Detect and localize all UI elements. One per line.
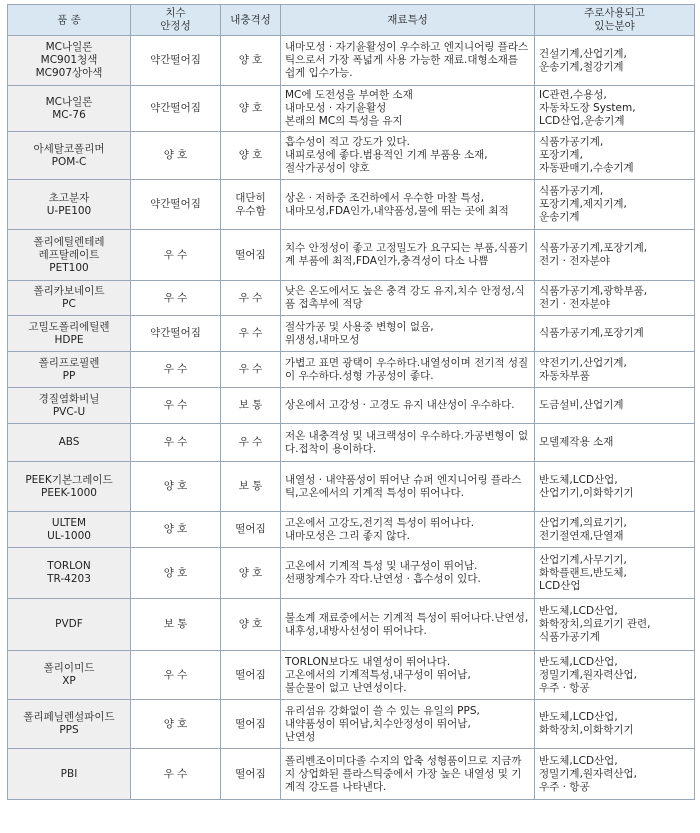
table-row — [8, 388, 695, 424]
stability-cell: 약간떨어짐 — [131, 36, 221, 86]
usage-cell: 반도체,LCD산업, 화학장치,이화학기기 — [535, 700, 695, 749]
impact-cell: 보 통 — [221, 388, 281, 424]
impact-cell: 우 수 — [221, 316, 281, 352]
material-name-cell: ULTEM UL-1000 — [8, 512, 131, 548]
usage-cell: 도금설비,산업기계 — [535, 388, 695, 424]
features-cell: 치수 안정성이 좋고 고정밀도가 요구되는 부품,식품기계 부품에 최적,FDA인가,충격성이 다소 나쁨 — [281, 230, 535, 281]
impact-cell: 우 수 — [221, 424, 281, 462]
table-row — [8, 180, 695, 230]
impact-cell: 양 호 — [221, 86, 281, 132]
header-impact: 내충격성 — [221, 5, 281, 36]
features-cell: 흡수성이 적고 강도가 있다. 내피로성에 좋다.범용적인 기계 부품용 소재, 절삭가공성이 양호 — [281, 132, 535, 180]
table-row — [8, 462, 695, 512]
table-row — [8, 749, 695, 800]
header-name: 품 종 — [8, 5, 131, 36]
stability-cell: 약간떨어짐 — [131, 180, 221, 230]
stability-cell: 우 수 — [131, 388, 221, 424]
stability-cell: 약간떨어짐 — [131, 316, 221, 352]
stability-cell: 약간떨어짐 — [131, 86, 221, 132]
stability-cell: 양 호 — [131, 462, 221, 512]
usage-cell: 약전기기,산업기계, 자동차부품 — [535, 352, 695, 388]
material-name-cell: MC나일론 MC901청색 MC907상아색 — [8, 36, 131, 86]
header-row — [8, 5, 695, 36]
features-cell: 상온 · 저하중 조건하에서 우수한 마찰 특성, 내마모성,FDA인가,내약품성,물에 뛰는 곳에 최적 — [281, 180, 535, 230]
usage-cell: 반도체,LCD산업, 정밀기계,원자력산업, 우주 · 항공 — [535, 749, 695, 800]
material-name-cell: PEEK기본그레이드 PEEK-1000 — [8, 462, 131, 512]
usage-cell: 모델제작용 소재 — [535, 424, 695, 462]
table-row — [8, 424, 695, 462]
usage-cell: 건설기계,산업기계, 운송기계,철강기계 — [535, 36, 695, 86]
material-name-cell: 폴리페닐렌설파이드 PPS — [8, 700, 131, 749]
table-row — [8, 230, 695, 281]
stability-cell: 양 호 — [131, 512, 221, 548]
usage-cell: 식품가공기계,포장기계 — [535, 316, 695, 352]
table-row — [8, 700, 695, 749]
impact-cell: 양 호 — [221, 548, 281, 599]
impact-cell: 우 수 — [221, 352, 281, 388]
usage-cell: 식품가공기계, 포장기계, 자동판매기,수송기계 — [535, 132, 695, 180]
table-row — [8, 599, 695, 651]
impact-cell: 양 호 — [221, 36, 281, 86]
usage-cell: IC관련,수용성, 자동차도장 System, LCD산업,운송기계 — [535, 86, 695, 132]
usage-cell: 반도체,LCD산업, 화학장치,의료기기 관련, 식품가공기계 — [535, 599, 695, 651]
material-name-cell: 고밀도폴리에틸렌 HDPE — [8, 316, 131, 352]
stability-cell: 우 수 — [131, 651, 221, 700]
material-name-cell: ABS — [8, 424, 131, 462]
features-cell: 고온에서 기계적 특성 및 내구성이 뛰어남. 선팽창계수가 작다.난연성 · 흡수성이 있다. — [281, 548, 535, 599]
features-cell: 유리섬유 강화없이 쓸 수 있는 유일의 PPS, 내약품성이 뛰어남,치수안정성이 뛰어남, 난연성 — [281, 700, 535, 749]
table-row — [8, 651, 695, 700]
usage-cell: 반도체,LCD산업, 산업기기,이화학기기 — [535, 462, 695, 512]
material-name-cell: MC나일론 MC-76 — [8, 86, 131, 132]
table-row — [8, 86, 695, 132]
impact-cell: 보 통 — [221, 462, 281, 512]
stability-cell: 양 호 — [131, 548, 221, 599]
impact-cell: 떨어짐 — [221, 230, 281, 281]
impact-cell: 떨어짐 — [221, 512, 281, 548]
stability-cell: 우 수 — [131, 230, 221, 281]
material-name-cell: 경질염화비닐 PVC-U — [8, 388, 131, 424]
material-name-cell: 폴리에틸렌테레 레프탈레이트 PET100 — [8, 230, 131, 281]
material-name-cell: PVDF — [8, 599, 131, 651]
table-row — [8, 132, 695, 180]
usage-cell: 식품가공기계, 포장기계,제지기계, 운송기계 — [535, 180, 695, 230]
stability-cell: 우 수 — [131, 281, 221, 316]
stability-cell: 우 수 — [131, 424, 221, 462]
material-name-cell: 폴리카보네이트 PC — [8, 281, 131, 316]
stability-cell: 우 수 — [131, 749, 221, 800]
table-row — [8, 281, 695, 316]
features-cell: 고온에서 고강도,전기적 특성이 뛰어나다. 내마모성은 그리 좋지 않다. — [281, 512, 535, 548]
table-row — [8, 512, 695, 548]
material-name-cell: 폴리프로필렌 PP — [8, 352, 131, 388]
features-cell: MC에 도전성을 부여한 소재 내마모성 · 자기윤활성 본래의 MC의 특성을 유지 — [281, 86, 535, 132]
features-cell: 상온에서 고강성 · 고경도 유지 내산성이 우수하다. — [281, 388, 535, 424]
table-row — [8, 316, 695, 352]
features-cell: 폴리벤조이미다졸 수지의 압축 성형품이므로 지금까지 상업화된 플라스틱중에서 가장 높은 내열성 및 기계적 강도를 나타낸다. — [281, 749, 535, 800]
features-cell: 내마모성 · 자기윤활성이 우수하고 엔지니어링 플라스틱으로서 가장 폭넓게 사용 가능한 재료.대형소재를 쉽게 입수가능. — [281, 36, 535, 86]
usage-cell: 식품가공기계,광학부품, 전기 · 전자분야 — [535, 281, 695, 316]
features-cell: 낮은 온도에서도 높은 충격 강도 유지,치수 안정성,식품 접촉부에 적당 — [281, 281, 535, 316]
stability-cell: 우 수 — [131, 352, 221, 388]
material-name-cell: TORLON TR-4203 — [8, 548, 131, 599]
materials-table — [7, 4, 695, 800]
stability-cell: 양 호 — [131, 700, 221, 749]
features-cell: 가볍고 표면 광택이 우수하다.내열성이며 전기적 성질이 우수하다.성형 가공성이 좋다. — [281, 352, 535, 388]
impact-cell: 우 수 — [221, 281, 281, 316]
material-name-cell: PBI — [8, 749, 131, 800]
impact-cell: 떨어짐 — [221, 749, 281, 800]
material-name-cell: 아세탈코폴리머 POM-C — [8, 132, 131, 180]
header-features: 재료특성 — [281, 5, 535, 36]
table-row — [8, 352, 695, 388]
material-name-cell: 초고분자 U-PE100 — [8, 180, 131, 230]
usage-cell: 식품가공기계,포장기계, 전기 · 전자분야 — [535, 230, 695, 281]
stability-cell: 보 통 — [131, 599, 221, 651]
usage-cell: 반도체,LCD산업, 정밀기계,원자력산업, 우주 · 항공 — [535, 651, 695, 700]
features-cell: TORLON보다도 내열성이 뛰어나다. 고온에서의 기계적특성,내구성이 뛰어남, 불순물이 없고 난연성이다. — [281, 651, 535, 700]
header-usage: 주로사용되고 있는분야 — [535, 5, 695, 36]
table-row — [8, 36, 695, 86]
impact-cell: 양 호 — [221, 599, 281, 651]
features-cell: 절삭가공 및 사용중 변형이 없음, 위생성,내마모성 — [281, 316, 535, 352]
header-stability: 치수 안정성 — [131, 5, 221, 36]
impact-cell: 양 호 — [221, 132, 281, 180]
stability-cell: 양 호 — [131, 132, 221, 180]
impact-cell: 대단히 우수함 — [221, 180, 281, 230]
features-cell: 내열성 · 내약품성이 뛰어난 슈퍼 엔지니어링 플라스틱,고온에서의 기계적 특성이 뛰어나다. — [281, 462, 535, 512]
table-row — [8, 548, 695, 599]
features-cell: 저온 내충격성 및 내크랙성이 우수하다.가공변형이 없다.접착이 용이하다. — [281, 424, 535, 462]
usage-cell: 산업기계,사무기기, 화학플랜트,반도체, LCD산업 — [535, 548, 695, 599]
impact-cell: 떨어짐 — [221, 651, 281, 700]
material-name-cell: 폴리이미드 XP — [8, 651, 131, 700]
features-cell: 불소계 재료중에서는 기계적 특성이 뛰어나다.난연성,내후성,내방사선성이 뛰어나다. — [281, 599, 535, 651]
usage-cell: 산업기계,의료기기, 전기절연재,단열재 — [535, 512, 695, 548]
impact-cell: 떨어짐 — [221, 700, 281, 749]
